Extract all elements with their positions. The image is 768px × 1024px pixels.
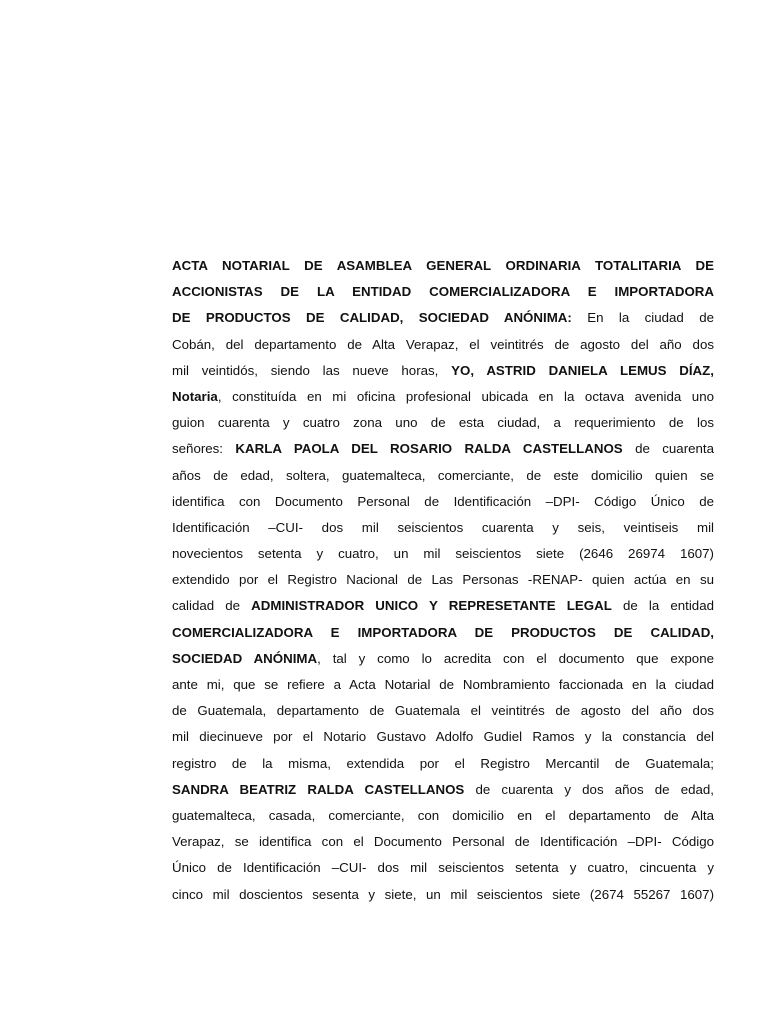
text-line — [172, 384, 714, 410]
text-segment: de cuarenta y dos años de edad, — [464, 781, 714, 797]
bold-text-segment: YO, ASTRID DANIELA LEMUS DÍAZ, — [451, 362, 714, 378]
text-line — [172, 463, 714, 489]
text-line — [172, 332, 714, 358]
bold-text-segment: SOCIEDAD ANÓNIMA — [172, 650, 318, 666]
text-line — [172, 593, 714, 619]
text-segment: Cobán, del departamento de Alta Verapaz, el veintitrés de agosto del año dos — [172, 336, 714, 352]
text-segment: , constituída en mi oficina profesional ubicada en la octava avenida uno — [217, 388, 714, 404]
text-line — [172, 541, 714, 567]
text-line — [172, 436, 714, 462]
text-line — [172, 855, 714, 881]
text-segment: Identificación –CUI- dos mil seiscientos cuarenta y seis, veintiseis mil — [172, 519, 714, 535]
text-line — [172, 620, 714, 646]
text-segment: En la ciudad de — [571, 310, 714, 326]
text-line — [172, 803, 714, 829]
text-line — [172, 489, 714, 515]
document-body — [172, 253, 714, 908]
text-segment: mil veintidós, siendo las nueve horas, — [172, 362, 452, 378]
text-line — [172, 515, 714, 541]
text-line — [172, 646, 714, 672]
text-segment: registro de la misma, extendida por el Registro Mercantil de Guatemala; — [172, 755, 714, 771]
text-line — [172, 751, 714, 777]
text-segment: identifica con Documento Personal de Identificación –DPI- Código Único de — [172, 493, 714, 509]
text-line — [172, 724, 714, 750]
text-line — [172, 672, 714, 698]
text-segment: años de edad, soltera, guatemalteca, comerciante, de este domicilio quien se — [172, 467, 714, 483]
bold-text-segment: KARLA PAOLA DEL ROSARIO RALDA CASTELLANOS — [235, 441, 623, 457]
text-segment: guatemalteca, casada, comerciante, con domicilio en el departamento de Alta — [172, 807, 714, 823]
text-line — [172, 279, 714, 305]
text-line — [172, 567, 714, 593]
text-segment: calidad de — [172, 598, 252, 614]
text-segment: guion cuarenta y cuatro zona uno de esta ciudad, a requerimiento de los — [172, 415, 714, 431]
text-segment: Verapaz, se identifica con el Documento Personal de Identificación –DPI- Código — [172, 834, 714, 850]
text-line — [172, 410, 714, 436]
text-line — [172, 882, 714, 908]
text-segment: extendido por el Registro Nacional de Las Personas -RENAP- quien actúa en su — [172, 572, 714, 588]
text-segment: señores: — [172, 441, 236, 457]
text-segment: novecientos setenta y cuatro, un mil seiscientos siete (2646 26974 1607) — [172, 546, 714, 562]
text-segment: de cuarenta — [622, 441, 714, 457]
text-segment: de la entidad — [611, 598, 714, 614]
bold-text-segment: ADMINISTRADOR UNICO Y REPRESETANTE LEGAL — [251, 598, 612, 614]
bold-text-segment: COMERCIALIZADORA E IMPORTADORA DE PRODUCTOS DE CALIDAD, — [172, 624, 714, 640]
bold-text-segment: DE PRODUCTOS DE CALIDAD, SOCIEDAD ANÓNIMA: — [172, 310, 572, 326]
text-segment: de Guatemala, departamento de Guatemala el veintitrés de agosto del año dos — [172, 703, 714, 719]
bold-text-segment: ACTA NOTARIAL DE ASAMBLEA GENERAL ORDINARIA TOTALITARIA DE — [172, 258, 714, 273]
text-line — [172, 253, 714, 279]
text-line — [172, 305, 714, 331]
text-segment: ante mi, que se refiere a Acta Notarial de Nombramiento faccionada en la ciudad — [172, 677, 714, 692]
text-line — [172, 358, 714, 384]
text-line — [172, 698, 714, 724]
text-segment: , tal y como lo acredita con el documento que expone — [317, 650, 714, 666]
bold-text-segment: Notaria — [172, 388, 218, 404]
text-segment: cinco mil doscientos sesenta y siete, un mil seiscientos siete (2674 55267 1607) — [172, 886, 714, 902]
bold-text-segment: SANDRA BEATRIZ RALDA CASTELLANOS — [172, 781, 465, 797]
text-line — [172, 829, 714, 855]
text-line — [172, 777, 714, 803]
text-segment: Único de Identificación –CUI- dos mil seiscientos setenta y cuatro, cincuenta y — [172, 860, 714, 876]
text-segment: mil diecinueve por el Notario Gustavo Adolfo Gudiel Ramos y la constancia del — [172, 729, 714, 745]
bold-text-segment: ACCIONISTAS DE LA ENTIDAD COMERCIALIZADORA E IMPORTADORA — [172, 284, 714, 300]
